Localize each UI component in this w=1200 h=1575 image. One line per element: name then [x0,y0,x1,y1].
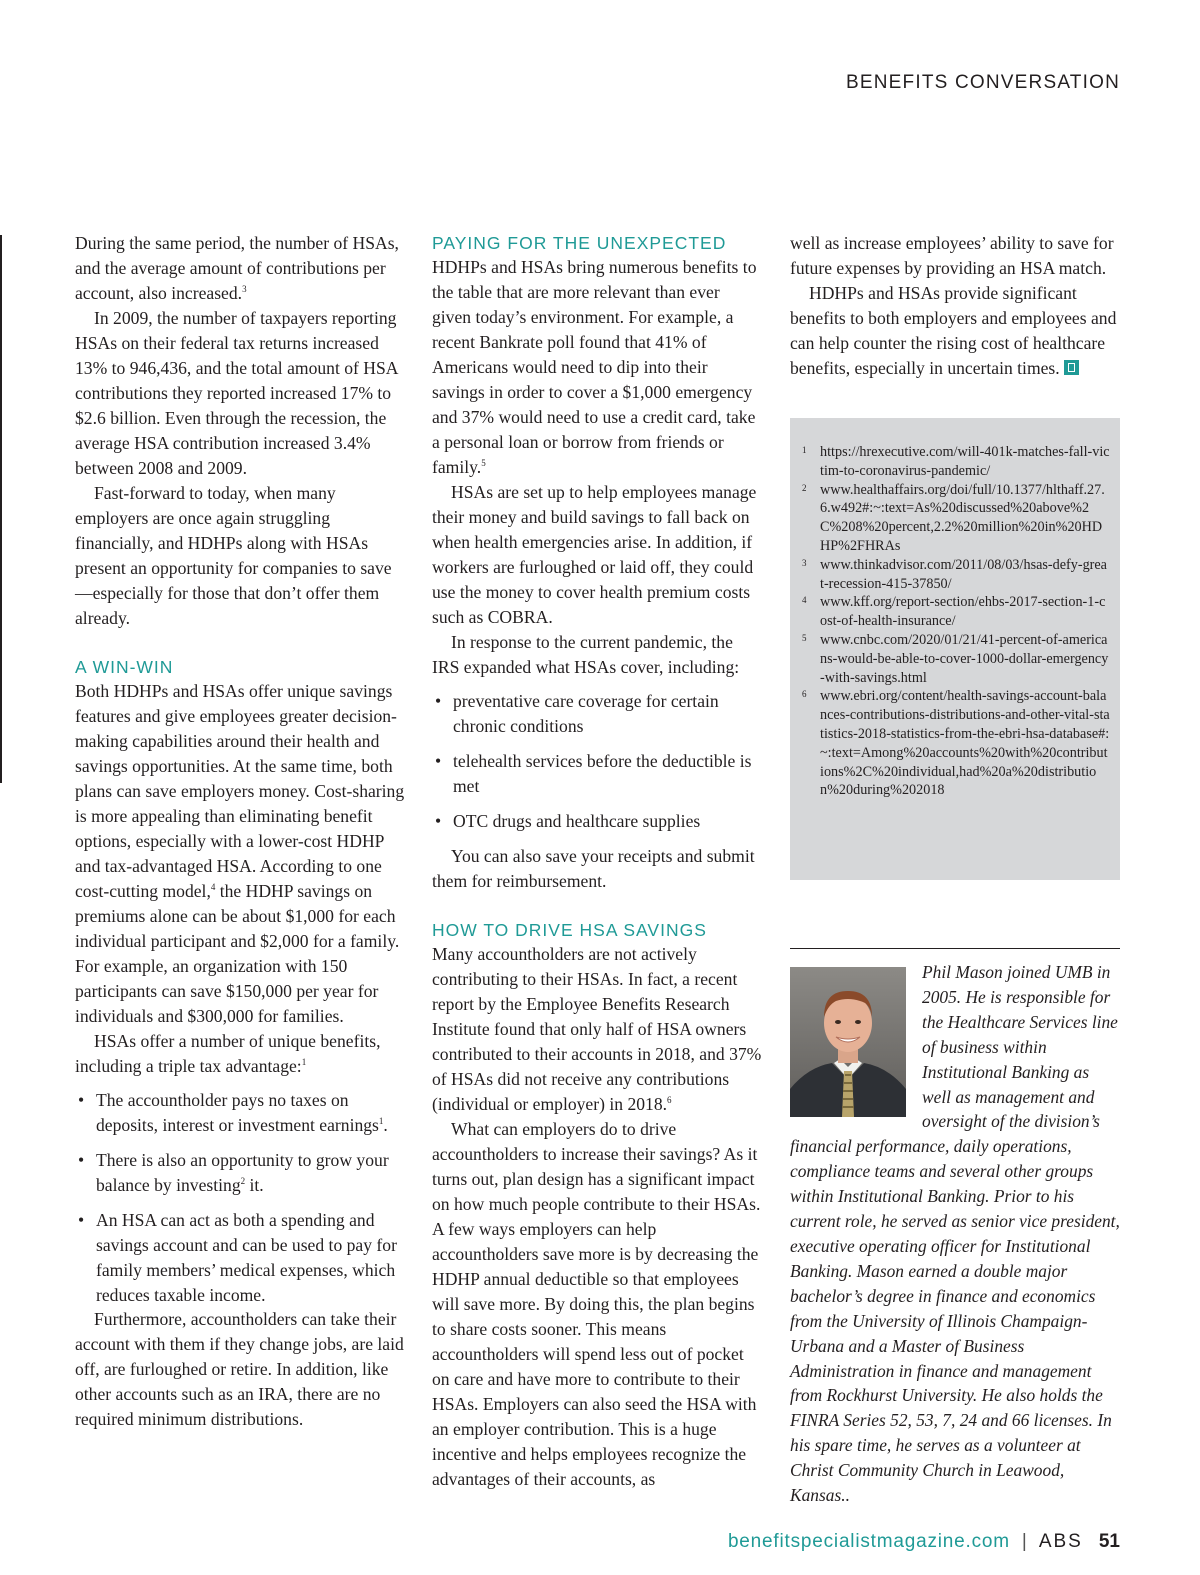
section-label: BENEFITS CONVERSATION [846,72,1120,93]
footnote: 5 www.cnbc.com/2020/01/21/41-percent-of-americans-would-be-able-to-cover-1000-dollar-emergency-with-savings.html [802,631,1109,686]
bullet-list [432,689,762,834]
list-item: • The accountholder pays no taxes on deposits, interest or investment earnings$^1$. [75,1088,407,1138]
list-item: • OTC drugs and healthcare supplies [432,809,762,834]
paragraph: Fast-forward to today, when many employers are once again struggling financially, and HDHPs along with HSAs present an opportunity for companies to save—especially for those that don’t offer them already. [75,483,392,628]
paragraph: In 2009, the number of taxpayers reporting HSAs on their federal tax returns increased 13% to 946,436, and the total amount of HSA contributions they reported increased 17% to $2.6 billion. Even through the recession, the average HSA contribution increased 3.4% between 2008 and 2009. [75,308,398,478]
paragraph: During the same period, the number of HSAs, and the average amount of contributions per account, also increased.$^3$ [75,233,399,303]
paragraph: Many accountholders are not actively contributing to their HSAs. In fact, a recent report by the Employee Benefits Research Institute found that only half of HSA owners contributed to their accounts in 2018, and 37% of HSAs did not receive any contributions (individual or employer) in 2018.$^6$ [432,944,762,1114]
footnote: 4 www.kff.org/report-section/ehbs-2017-section-1-cost-of-health-insurance/ [802,594,1106,630]
paragraph: Furthermore, accountholders can take their account with them if they change jobs, are laid off, are furloughed or retire. In addition, like other accounts such as an IRA, there are no required minimum distributions. [75,1309,404,1429]
heading-paying-for-the-unexpected: PAYING FOR THE UNEXPECTED [432,233,727,253]
page-number: 51 [1098,1531,1120,1552]
heading-win-win: A WIN-WIN [75,657,174,677]
list-item: • preventative care coverage for certain chronic conditions [432,689,762,739]
footer-magazine: ABS [1038,1531,1083,1552]
paragraph: HSAs offer a number of unique benefits, including a triple tax advantage:$^1$ [75,1031,381,1076]
list-item: • There is also an opportunity to grow your balance by investing$^2$ it. [75,1148,407,1198]
bullet-list [75,1088,407,1308]
left-margin-rule [0,235,2,783]
list-item: • telehealth services before the deductible is met [432,749,762,799]
bio-text: Phil Mason joined UMB in 2005. He is responsible for the Healthcare Services line of business within Institutional Banking as well as management and oversight of the division’s financial performance, daily operations, compliance teams and several other groups within Institutional Banking. Prior to his current role, he served as senior vice president, executive operating officer for Institutional Banking. Mason earned a double major bachelor’s degree in finance and economics from the University of Illinois Champaign-Urbana and a Master of Business Administration in finance and management from Rockhurst University. He also holds the FINRA Series 52, 53, 7, 24 and 66 licenses. In his spare time, he serves as a volunteer at Christ Community Church in Leawood, Kansas.. [790,962,1120,1506]
column-1 [75,231,407,1432]
paragraph: HSAs are set up to help employees manage their money and build savings to fall back on when health emergencies arise. In addition, if workers are furloughed or laid off, they could use the money to cover health premium costs such as COBRA. [432,482,757,627]
column-2 [432,231,762,1492]
footnote: 6 www.ebri.org/content/health-savings-account-balances-contributions-distributions-and-other-vital-statistics-2018-statistics-from-the-ebri-hsa-database#:~:text=Among%20accounts%20with%20contributions%2C%20individual,had%20a%20distribution%20during%202018 [802,688,1110,799]
paragraph: HDHPs and HSAs provide significant benefits to both employers and employees and can help counter the rising cost of healthcare benefits, especially in uncertain times. [790,283,1117,378]
bio-divider [790,948,1120,949]
footnote: 1 https://hrexecutive.com/will-401k-matches-fall-victim-to-coronavirus-pandemic/ [802,444,1110,479]
paragraph: In response to the current pandemic, the IRS expanded what HSAs cover, including: [432,632,740,677]
author-bio [790,960,1122,1508]
paragraph: You can also save your receipts and submit them for reimbursement. [432,846,755,891]
heading-how-to-drive-hsa-savings: HOW TO DRIVE HSA SAVINGS [432,920,707,940]
footnote: 3 www.thinkadvisor.com/2011/08/03/hsas-defy-great-recession-415-37850/ [802,556,1107,592]
abs-end-mark-icon [1064,360,1079,375]
footer-separator: | [1021,1531,1027,1552]
footnotes-box [790,418,1120,880]
column-3 [790,231,1122,381]
footnote: 2 www.healthaffairs.org/doi/full/10.1377/hlthaff.27.6.w492#:~:text=As%20discussed%20above%2C%208%20percent,2.2%20million%20in%20HDHP%2FHRAs [802,481,1105,554]
paragraph: HDHPs and HSAs bring numerous benefits to the table that are more relevant than ever given today’s environment. For example, a recent Bankrate poll found that 41% of Americans would need to dip into their savings in order to cover a $1,000 emergency and 37% would need to use a credit card, take a personal loan or borrow from friends or family.$^5$ [432,257,757,477]
footer-site: benefitspecialistmagazine.com [727,1531,1010,1552]
paragraph: well as increase employees’ ability to save for future expenses by providing an HSA match. [790,233,1114,278]
page-footer [728,1531,1120,1553]
paragraph: What can employers do to drive accountholders to increase their savings? As it turns out, plan design has a significant impact on how much people contribute to their HSAs. A few ways employers can help accountholders save more is by decreasing the HDHP annual deductible so that employees will save more. By doing this, the plan begins to share costs sooner. This means accountholders will spend less out of pocket on care and have more to contribute to their HSAs. Employers can also seed the HSA with an employer contribution. This is a huge incentive and helps employees recognize the advantages of their accounts, as [432,1119,761,1489]
paragraph: Both HDHPs and HSAs offer unique savings features and give employees greater decision-making capabilities around their health and savings opportunities. At the same time, both plans can save employers money. Cost-sharing is more appealing than eliminating benefit options, especially with a lower-cost HDHP and tax-advantaged HSA. According to one cost-cutting model,$^4$ the HDHP savings on premiums alone can be about $1,000 for each individual participant and $2,000 for a family. For example, an organization with 150 participants can save $150,000 per year for individuals and $300,000 for families. [75,681,405,1026]
list-item: • An HSA can act as both a spending and savings account and can be used to pay for family members’ medical expenses, which reduces taxable income. [75,1208,407,1308]
